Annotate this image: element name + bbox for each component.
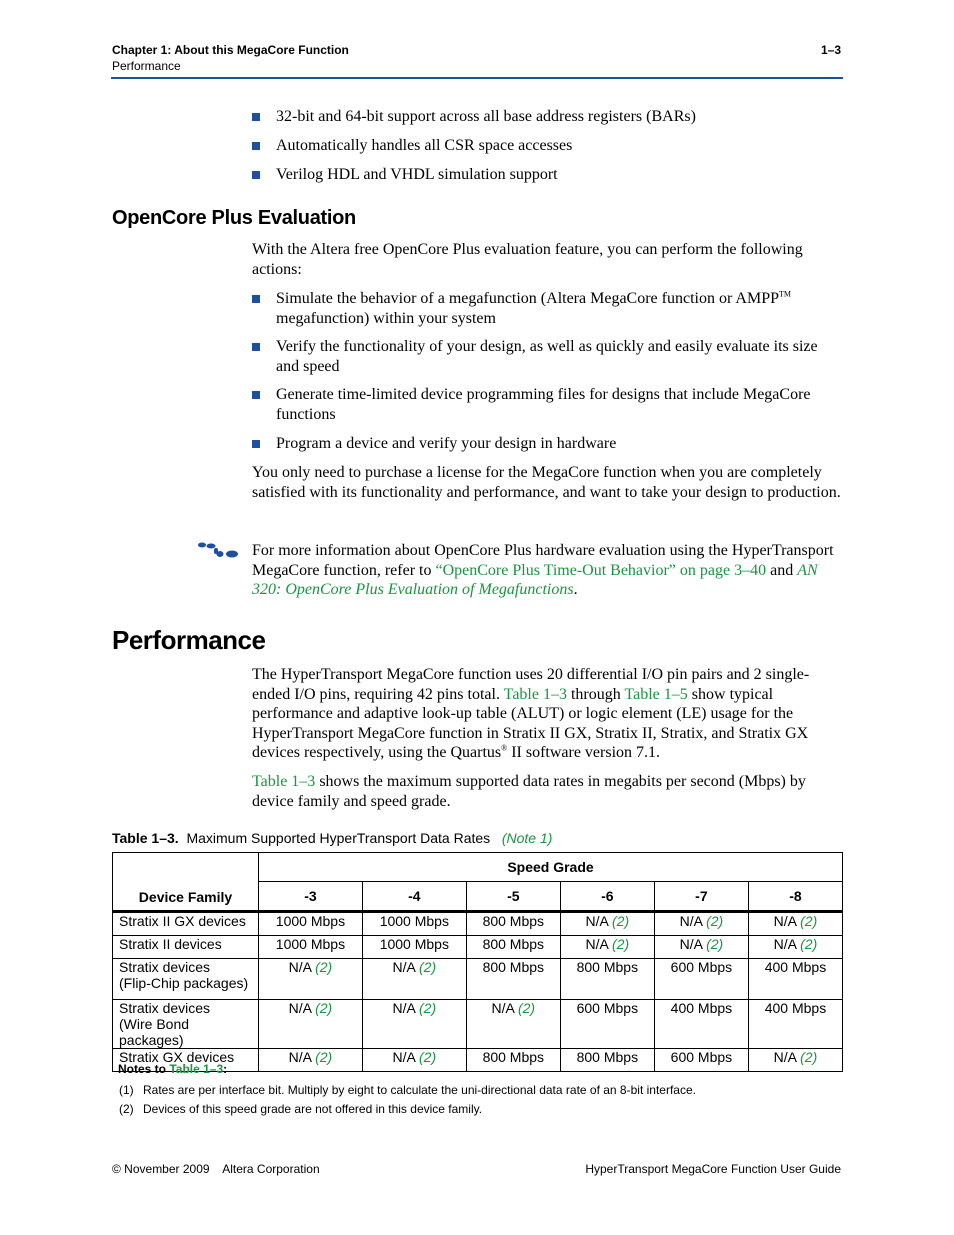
opencore-closing: You only need to purchase a license for the MegaCore function when you are completely satisfied with its functionality and performance, and want to take your design to production. <box>252 464 841 501</box>
link-table-1-3[interactable]: Table 1–3 <box>252 773 316 790</box>
link-note-2[interactable]: (2) <box>800 913 818 929</box>
performance-paragraph-1: The HyperTransport MegaCore function uses 20 differential I/O pin pairs and 2 single-ended I/O pins, requiring 42 pins total. Table 1–3 through Table 1–5 show typical performance and adaptive look-up table (ALUT) or logic element (LE) usage for the HyperTransport MegaCore function in Stratix II GX, Stratix II, Stratix, and Stratix GX devices respectively, using the Quartus® II software version 7.1. <box>252 666 810 761</box>
column-header-grade: -7 <box>654 882 748 912</box>
data-rate-cell: N/A (2) <box>362 959 466 1000</box>
link-note-2[interactable]: (2) <box>517 1000 536 1016</box>
data-rate-cell: N/A (2) <box>259 1000 363 1049</box>
data-rate-cell: N/A (2) <box>654 936 748 959</box>
note-text-1: Rates are per interface bit. Multiply by eight to calculate the uni-directional data rate of an 8-bit interface. <box>143 1083 696 1097</box>
note-number: (2) <box>119 1102 134 1116</box>
footer-title: HyperTransport MegaCore Function User Guide <box>585 1162 841 1176</box>
link-an320[interactable]: AN 320: OpenCore Plus Evaluation of Megafunctions <box>252 561 818 598</box>
bullet-marker <box>252 113 260 121</box>
data-rate-cell: 800 Mbps <box>466 936 560 959</box>
data-rate-cell: 400 Mbps <box>748 1000 842 1049</box>
table-row <box>113 936 843 959</box>
note-text: For more information about OpenCore Plus hardware evaluation using the HyperTransport MegaCore function, refer to “OpenCore Plus Time-Out Behavior” on page 3–40 and AN 320: OpenCore Plus Evaluation of Megafunctions. <box>252 542 834 598</box>
link-note-2[interactable]: (2) <box>419 1000 437 1016</box>
device-family-cell: Stratix devices (Wire Bond packages) <box>113 1000 259 1049</box>
data-rate-cell: 1000 Mbps <box>362 912 466 936</box>
link-note-2[interactable]: (2) <box>800 936 818 952</box>
list-item: 32-bit and 64-bit support across all base address registers (BARs) <box>276 108 696 125</box>
bullet-marker <box>252 391 260 399</box>
note-number: (1) <box>119 1083 134 1097</box>
data-rate-cell: 400 Mbps <box>748 959 842 1000</box>
link-table-1-5[interactable]: Table 1–5 <box>624 685 688 703</box>
column-header-speed-grade: Speed Grade <box>259 853 843 882</box>
header-section: Performance <box>112 59 181 73</box>
column-header-grade: -8 <box>748 882 842 912</box>
data-rate-cell: N/A (2) <box>259 1049 363 1072</box>
list-item: Program a device and verify your design in hardware <box>276 435 617 452</box>
data-rate-cell: N/A (2) <box>560 936 654 959</box>
link-note-2[interactable]: (2) <box>419 1049 437 1065</box>
link-note-1[interactable]: (Note 1) <box>501 830 553 846</box>
data-rate-cell: N/A (2) <box>560 912 654 936</box>
data-rate-cell: 600 Mbps <box>560 1000 654 1049</box>
device-family-cell: Stratix II GX devices <box>113 912 259 936</box>
data-rate-cell: N/A (2) <box>748 936 842 959</box>
data-rate-cell: 800 Mbps <box>466 959 560 1000</box>
list-item: Simulate the behavior of a megafunction (Altera MegaCore function or AMPP™ megafunction) within your system <box>276 289 791 327</box>
data-rate-cell: 800 Mbps <box>466 912 560 936</box>
hand-pointer-icon <box>196 541 240 559</box>
section-heading-performance: Performance <box>112 625 266 655</box>
page-number: 1–3 <box>820 43 841 57</box>
bullet-marker <box>252 142 260 150</box>
data-rates-table <box>112 852 843 1072</box>
column-header-grade: -3 <box>259 882 363 912</box>
column-header-grade: -6 <box>560 882 654 912</box>
data-rate-cell: 1000 Mbps <box>362 936 466 959</box>
column-header-grade: -4 <box>362 882 466 912</box>
link-timeout-behavior[interactable]: “OpenCore Plus Time-Out Behavior” on page 3–40 <box>435 561 767 579</box>
data-rate-cell: 800 Mbps <box>466 1049 560 1072</box>
bullet-marker <box>252 295 260 303</box>
data-rate-cell: N/A (2) <box>362 1049 466 1072</box>
performance-paragraph-2: Table 1–3 shows the maximum supported data rates in megabits per second (Mbps) by device family and speed grade. <box>252 773 806 810</box>
bullet-marker <box>252 171 260 179</box>
data-rate-cell: N/A (2) <box>362 1000 466 1049</box>
section-heading-opencore: OpenCore Plus Evaluation <box>112 207 356 229</box>
data-rate-cell: 800 Mbps <box>560 959 654 1000</box>
table-row <box>113 959 843 1000</box>
bullet-marker <box>252 343 260 351</box>
data-rate-cell: N/A (2) <box>654 912 748 936</box>
data-rate-cell: 800 Mbps <box>560 1049 654 1072</box>
footer-copyright: © November 2009 Altera Corporation <box>112 1162 320 1176</box>
link-note-2[interactable]: (2) <box>800 1049 818 1065</box>
note-text-2: Devices of this speed grade are not offered in this device family. <box>143 1102 483 1116</box>
link-note-2[interactable]: (2) <box>419 959 437 975</box>
bullet-marker <box>252 440 260 448</box>
data-rate-cell: N/A (2) <box>259 959 363 1000</box>
data-rate-cell: 600 Mbps <box>654 1049 748 1072</box>
header-chapter: Chapter 1: About this MegaCore Function <box>112 43 349 57</box>
link-table-1-3[interactable]: Table 1–3 <box>503 685 567 703</box>
link-note-2[interactable]: (2) <box>315 1000 333 1016</box>
device-family-cell: Stratix II devices <box>113 936 259 959</box>
data-rate-cell: N/A (2) <box>748 1049 842 1072</box>
list-item: Verilog HDL and VHDL simulation support <box>276 166 558 183</box>
link-note-2[interactable]: (2) <box>612 913 630 929</box>
list-item: Generate time-limited device programming files for designs that include MegaCore functions <box>276 386 811 423</box>
data-rate-cell: 1000 Mbps <box>259 936 363 959</box>
device-family-cell: Stratix GX devices <box>113 1049 259 1072</box>
table-row <box>113 912 843 936</box>
opencore-intro: With the Altera free OpenCore Plus evaluation feature, you can perform the following actions: <box>252 241 803 278</box>
header-rule <box>111 77 843 79</box>
table-notes-title: Notes to Table 1–3: <box>118 1062 228 1076</box>
device-family-cell: Stratix devices (Flip-Chip packages) <box>113 959 259 1000</box>
link-note-2[interactable]: (2) <box>706 913 724 929</box>
link-note-2[interactable]: (2) <box>612 936 630 952</box>
link-note-2[interactable]: (2) <box>315 1049 333 1065</box>
list-item: Automatically handles all CSR space accesses <box>276 137 573 154</box>
data-rate-cell: 600 Mbps <box>654 959 748 1000</box>
data-rate-cell: 400 Mbps <box>654 1000 748 1049</box>
link-note-2[interactable]: (2) <box>706 936 724 952</box>
column-header-grade: -5 <box>466 882 560 912</box>
table-row <box>113 1000 843 1049</box>
column-header-device-family: Device Family <box>113 853 259 912</box>
table-caption: Table 1–3. Maximum Supported HyperTransport Data Rates (Note 1) <box>112 830 553 846</box>
data-rate-cell: 1000 Mbps <box>259 912 363 936</box>
list-item: Verify the functionality of your design, as well as quickly and easily evaluate its size and speed <box>276 338 818 375</box>
data-rate-cell: N/A (2) <box>466 1000 560 1049</box>
link-note-2[interactable]: (2) <box>315 959 333 975</box>
data-rate-cell: N/A (2) <box>748 912 842 936</box>
